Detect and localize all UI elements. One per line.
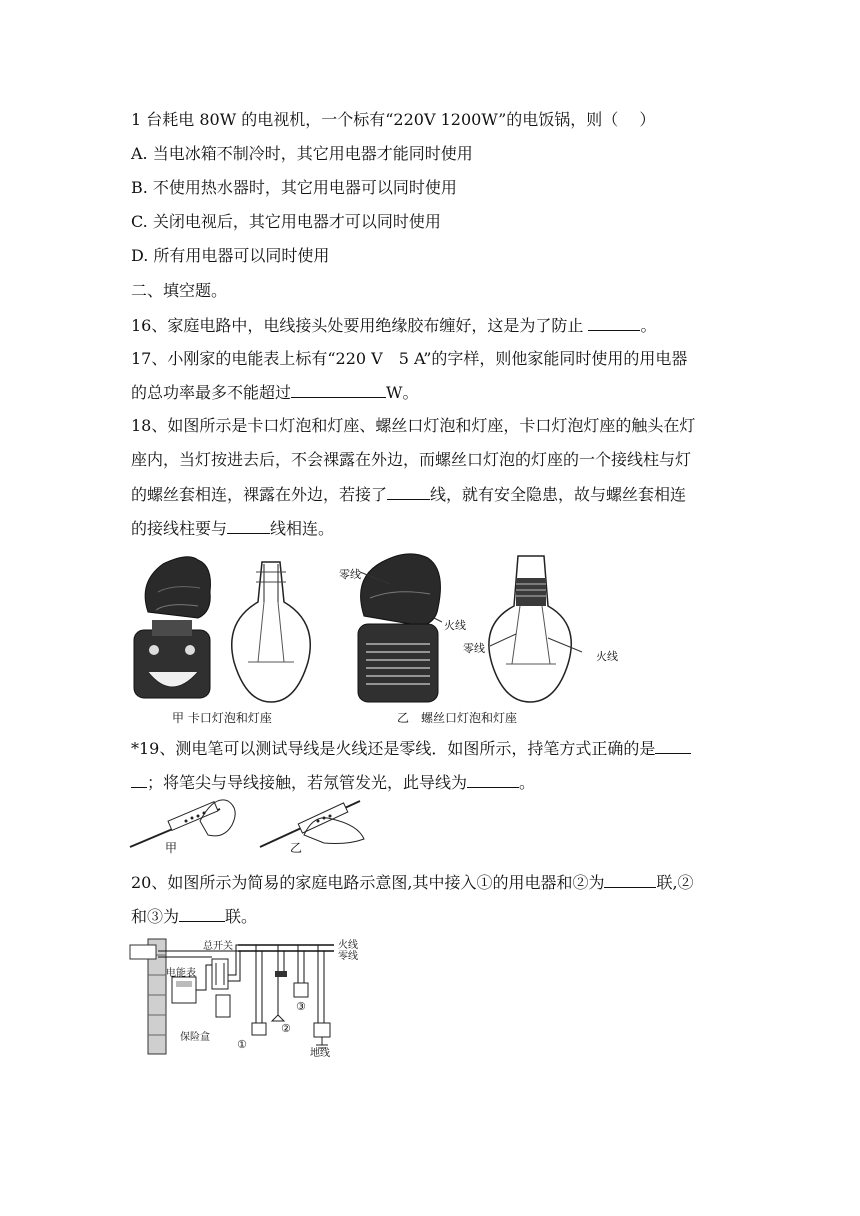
q15-option-d: D. 所有用电器可以同时使用 bbox=[131, 246, 330, 265]
q18-answer-blank-1 bbox=[387, 484, 430, 500]
q20-label-meter: 电能表 bbox=[166, 968, 196, 979]
q20-label-live: 火线 bbox=[338, 940, 358, 951]
q16-text: 16、家庭电路中，电线接头处要用绝缘胶布缠好，这是为了防止 bbox=[131, 316, 589, 335]
q16 bbox=[131, 315, 656, 336]
q15-stem: 1 台耗电 80W 的电视机，一个标有“220V 1200W”的电饭锅，则（ ） bbox=[131, 110, 656, 129]
q20-text-a: 20、如图所示为简易的家庭电路示意图,其中接入①的用电器和②为 bbox=[131, 873, 605, 892]
q20-mark-1: ① bbox=[237, 1038, 247, 1051]
q17-line1: 17、小刚家的电能表上标有“220 V 5 A”的字样，则他家能同时使用的用电器 bbox=[131, 349, 688, 368]
q15-option-b: B. 不使用热水器时，其它用电器可以同时使用 bbox=[131, 178, 457, 197]
section-heading: 二、填空题。 bbox=[131, 281, 228, 300]
q20-text-d: 联。 bbox=[225, 907, 258, 926]
q20-mark-2: ② bbox=[281, 1022, 291, 1035]
q17-answer-blank bbox=[291, 382, 386, 398]
q16-answer-blank bbox=[588, 315, 640, 331]
q15-option-a: A. 当电冰箱不制冷时，其它用电器才能同时使用 bbox=[131, 144, 473, 163]
q18-figure-screw bbox=[330, 548, 630, 708]
q17-text: 的总功率最多不能超过 bbox=[131, 383, 292, 402]
q20-mark-3: ③ bbox=[296, 1000, 306, 1013]
q18-line2: 座内，当灯按进去后，不会裸露在外边，而螺丝口灯泡的灯座的一个接线柱与灯 bbox=[131, 450, 692, 469]
q16-end: 。 bbox=[640, 316, 657, 335]
q19-answer-blank-1b bbox=[131, 772, 147, 788]
q19-label-yi: 乙 bbox=[290, 841, 303, 855]
q19-answer-blank-2 bbox=[467, 772, 519, 788]
q20-answer-blank-1 bbox=[604, 872, 656, 888]
q18-text-b: 线，就有安全隐患，故与螺丝套相连 bbox=[430, 485, 687, 504]
q18-text-c: 的接线柱要与 bbox=[131, 519, 228, 538]
q18-caption-screw: 乙 螺丝口灯泡和灯座 bbox=[397, 711, 518, 725]
q18-label-neutral-1: 零线 bbox=[339, 568, 361, 581]
q19-answer-blank-1a bbox=[655, 738, 691, 754]
q18-answer-blank-2 bbox=[227, 518, 270, 534]
q19-line2 bbox=[131, 772, 535, 793]
q20-label-neutral: 零线 bbox=[338, 951, 358, 962]
q15-option-c: C. 关闭电视后，其它用电器才可以同时使用 bbox=[131, 212, 441, 231]
q17-unit: W。 bbox=[386, 383, 419, 402]
q18-label-live-1: 火线 bbox=[444, 619, 466, 632]
q19-label-jia: 甲 bbox=[165, 841, 178, 855]
q20-text-b: 联,② bbox=[656, 873, 694, 892]
q18-figure-bayonet bbox=[128, 552, 328, 707]
q19-text-b: ；将笔尖与导线接触，若氖管发光，此导线为 bbox=[147, 773, 468, 792]
q20-line1 bbox=[131, 872, 694, 893]
q20-label-main-switch: 总开关 bbox=[203, 941, 233, 952]
q18-line4 bbox=[131, 518, 334, 539]
q20-answer-blank-2 bbox=[179, 906, 225, 922]
q20-figure-household-circuit bbox=[128, 935, 368, 1060]
q19-line1 bbox=[131, 738, 691, 759]
q18-text-a: 的螺丝套相连，裸露在外边，若接了 bbox=[131, 485, 388, 504]
q18-label-live-2: 火线 bbox=[596, 650, 618, 663]
q18-text-d: 线相连。 bbox=[270, 519, 335, 538]
q20-label-fuse: 保险盒 bbox=[180, 1032, 210, 1043]
q17-line2 bbox=[131, 382, 418, 403]
q19-text-a: *19、测电笔可以测试导线是火线还是零线．如图所示，持笔方式正确的是 bbox=[131, 739, 656, 758]
q20-label-ground: 地线 bbox=[310, 1048, 330, 1059]
q18-line1: 18、如图所示是卡口灯泡和灯座、螺丝口灯泡和灯座，卡口灯泡灯座的触头在灯 bbox=[131, 416, 696, 435]
q20-line2 bbox=[131, 906, 257, 927]
q20-text-c: 和③为 bbox=[131, 907, 180, 926]
q18-label-neutral-2: 零线 bbox=[463, 642, 485, 655]
q18-line3 bbox=[131, 484, 686, 505]
q19-text-c: 。 bbox=[519, 773, 536, 792]
q18-caption-bayonet: 甲 卡口灯泡和灯座 bbox=[172, 711, 272, 725]
